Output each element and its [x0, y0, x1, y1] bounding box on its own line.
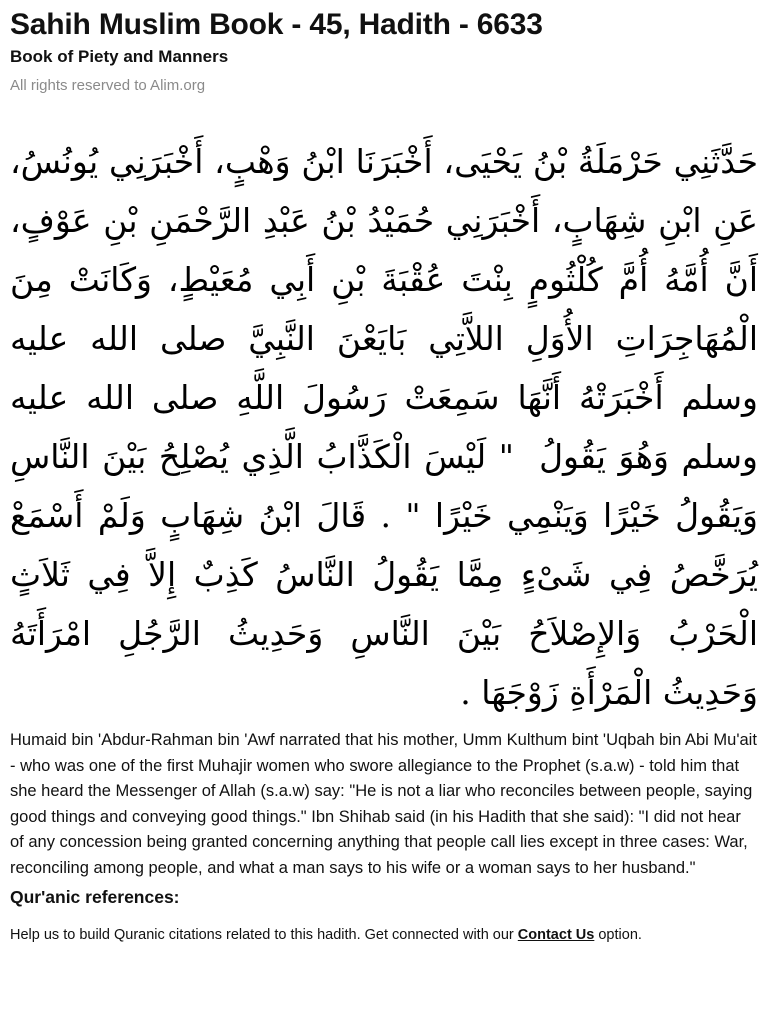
book-subtitle: Book of Piety and Manners — [10, 47, 229, 66]
hadith-english-translation: Humaid bin 'Abdur-Rahman bin 'Awf narrated that his mother, Umm Kulthum bint 'Uqbah bin Abi Mu'ait - who was one of the first Muhajir women who swore allegiance to the Prophet (s.a.w) - told him that she heard the Messenger of Allah (s.a.w) say: "He is not a liar who reconciles between people, saying good things and conveying good things." Ibn Shihab said (in his Hadith that she said): "I did not hear of any concession being granted concerning anything that people call lies except in three cases: War, reconciling among people, and what a man says to his wife or a woman says to her husband." — [10, 731, 757, 877]
hadith-arabic-text: حَدَّثَنِي حَرْمَلَةُ بْنُ يَحْيَى، أَخْبَرَنَا ابْنُ وَهْبٍ، أَخْبَرَنِي يُونُسُ، عَنِ ابْنِ شِهَابٍ، أَخْبَرَنِي حُمَيْدُ بْنُ عَبْدِ الرَّحْمَنِ بْنِ عَوْفٍ، أَنَّ أُمَّهُ أُمَّ كُلْثُومٍ بِنْتَ عُقْبَةَ بْنِ أَبِي مُعَيْطٍ، وَكَانَتْ مِنَ الْمُهَاجِرَاتِ الأُوَلِ اللاَّتِي بَايَعْنَ النَّبِيَّ صلى الله عليه وسلم أَخْبَرَتْهُ أَنَّهَا سَمِعَتْ رَسُولَ اللَّهِ صلى الله عليه وسلم وَهُوَ يَقُولُ ‏ "‏ لَيْسَ الْكَذَّابُ الَّذِي يُصْلِحُ بَيْنَ النَّاسِ وَيَقُولُ خَيْرًا وَيَنْمِي خَيْرًا ‏"‏ ‏.‏ قَالَ ابْنُ شِهَابٍ وَلَمْ أَسْمَعْ يُرَخَّصُ فِي شَىْءٍ مِمَّا يَقُولُ النَّاسُ كَذِبٌ إِلاَّ فِي ثَلاَثٍ الْحَرْبُ وَالإِصْلاَحُ بَيْنَ النَّاسِ وَحَدِيثُ الرَّجُلِ امْرَأَتَهُ وَحَدِيثُ الْمَرْأَةِ زَوْجَهَا ‏.‏ — [10, 142, 758, 712]
page-title: Sahih Muslim Book - 45, Hadith - 6633 — [10, 8, 543, 41]
contact-us-link[interactable]: Contact Us — [517, 927, 595, 943]
quranic-references-heading: Qur'anic references: — [10, 887, 180, 907]
rights-notice: All rights reserved to Alim.org — [10, 77, 206, 94]
page-content — [10, 6, 758, 945]
quranic-citations-help-text — [10, 925, 758, 945]
help-text-before-link: Help us to build Quranic citations related to this hadith. Get connected with our — [10, 927, 518, 943]
help-text-after-link: option. — [594, 927, 642, 943]
